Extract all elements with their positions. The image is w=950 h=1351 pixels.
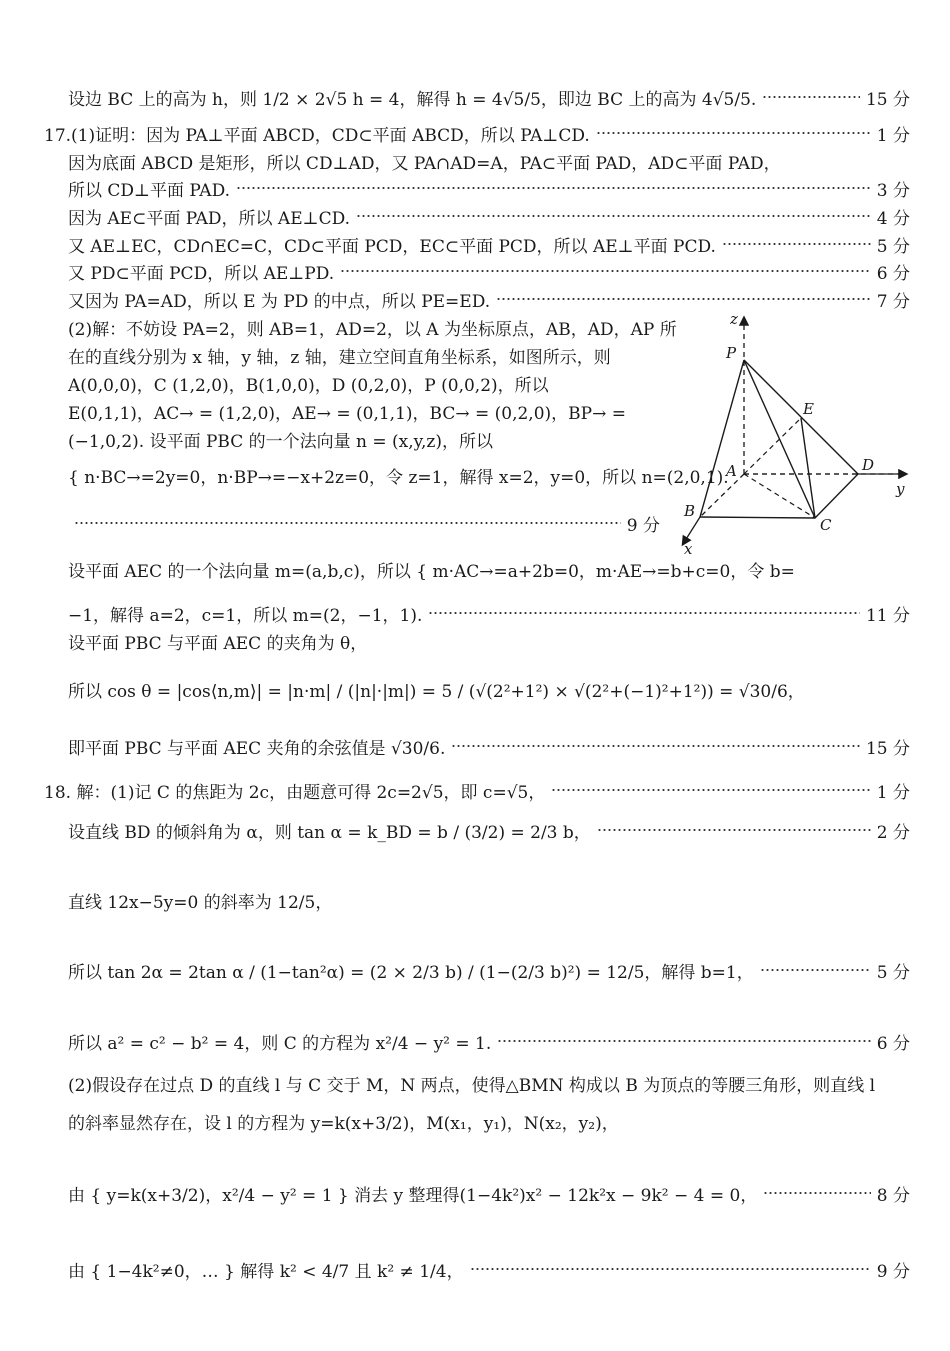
line-text: 18. 解：(1)记 C 的焦距为 2c，由题意可得 2c=2√5，即 c=√5，: [44, 782, 546, 803]
leader-dots: [760, 969, 871, 971]
label-a: A: [726, 462, 737, 480]
line-12: [68, 398, 660, 424]
score-label: 6 分: [876, 263, 910, 284]
score-label: 1 分: [876, 782, 910, 803]
leader-dots: [551, 789, 870, 791]
label-c: C: [820, 516, 832, 534]
score-label: 8 分: [876, 1185, 910, 1206]
pyramid-figure: [678, 310, 910, 556]
line-text: 设平面 PBC 与平面 AEC 的夹角为 θ，: [68, 633, 368, 654]
line-20: [68, 733, 910, 759]
label-z: z: [730, 310, 738, 328]
line-19: [68, 676, 910, 702]
leader-dots: [236, 187, 871, 189]
line-10: [68, 342, 660, 368]
leader-dots: [74, 522, 621, 524]
line-text: 在的直线分别为 x 轴，y 轴，z 轴，建立空间直角坐标系，如图所示，则: [68, 347, 611, 368]
label-d: D: [862, 456, 875, 474]
line-text: 设边 BC 上的高为 h，则 1/2 × 2√5 h = 4，解得 h = 4√5/5，即边 BC 上的高为 4√5/5.: [68, 89, 757, 110]
line-text: (−1,0,2). 设平面 PBC 的一个法向量 n = (x,y,z)，所以: [68, 431, 493, 452]
line-text: 直线 12x−5y=0 的斜率为 12/5，: [68, 892, 333, 913]
leader-dots: [451, 745, 860, 747]
score-label: 5 分: [876, 962, 910, 983]
leader-dots: [428, 612, 860, 614]
line-text: 所以 tan 2α = 2tan α / (1−tan²α) = (2 × 2/3 b) / (1−(2/3 b)²) = 12/5，解得 b=1，: [68, 962, 754, 983]
line-18: [68, 628, 910, 654]
line-24: [68, 957, 910, 983]
line-29: [68, 1256, 910, 1282]
label-y: y: [896, 480, 905, 498]
line-22: [68, 817, 910, 843]
edge-pd: [744, 360, 858, 474]
score-label: 9 分: [626, 515, 660, 536]
score-label: 15 分: [865, 89, 910, 110]
line-26: [68, 1070, 910, 1096]
line-3: [68, 148, 910, 174]
line-text: (2)假设存在过点 D 的直线 l 与 C 交于 M，N 两点，使得△BMN 构成以 B 为顶点的等腰三角形，则直线 l: [68, 1075, 876, 1096]
line-2: [44, 120, 910, 146]
base-edges: [700, 474, 858, 518]
line-text: 又 PD⊂平面 PCD，所以 AE⊥PD.: [68, 263, 335, 284]
line-text: 设平面 AEC 的一个法向量 m=(a,b,c)，所以 { m·AC→=a+2b=0，m·AE→=b+c=0，令 b=: [68, 561, 795, 582]
line-5: [68, 203, 910, 229]
label-x: x: [684, 540, 693, 558]
label-e: E: [803, 400, 814, 418]
line-17: [68, 600, 910, 626]
line-text: 所以 CD⊥平面 PAD.: [68, 180, 231, 201]
edge-pb: [700, 360, 744, 517]
score-label: 11 分: [865, 605, 910, 626]
line-25: [68, 1028, 910, 1054]
leader-dots: [340, 270, 871, 272]
leader-dots: [597, 829, 871, 831]
line-text: 又因为 PA=AD，所以 E 为 PD 的中点，所以 PE=ED.: [68, 291, 491, 312]
line-text: { n·BC→=2y=0，n·BP→=−x+2z=0，令 z=1，解得 x=2，y=0，所以 n=(2,0,1).: [68, 467, 729, 488]
label-b: B: [684, 502, 696, 520]
line-9: [68, 314, 677, 340]
line-text: 所以 cos θ = |cos⟨n,m⟩| = |n·m| / (|n|·|m|) = 5 / (√(2²+1²) × √(2²+(−1)²+1²)) = √30/6，: [68, 681, 805, 702]
line-text: 因为 AE⊂平面 PAD，所以 AE⊥CD.: [68, 208, 351, 229]
line-text: 17.(1)证明：因为 PA⊥平面 ABCD，CD⊂平面 ABCD，所以 PA⊥CD.: [44, 125, 590, 146]
leader-dots: [470, 1268, 871, 1270]
line-text: E(0,1,1)，AC→ = (1,2,0)，AE→ = (0,1,1)，BC→ = (0,2,0)，BP→ =: [68, 403, 626, 424]
score-label: 1 分: [876, 125, 910, 146]
leader-dots: [596, 132, 871, 134]
line-4: [68, 175, 910, 201]
score-label: 7 分: [876, 291, 910, 312]
score-label: 15 分: [865, 738, 910, 759]
score-label: 5 分: [876, 236, 910, 257]
line-text: 所以 a² = c² − b² = 4，则 C 的方程为 x²/4 − y² = 1.: [68, 1033, 492, 1054]
line-13: [68, 426, 660, 452]
line-1: [68, 84, 910, 110]
line-23: [68, 887, 910, 913]
leader-dots: [763, 1192, 870, 1194]
line-16: [68, 556, 795, 582]
line-text: 又 AE⊥EC，CD∩EC=C，CD⊂平面 PCD，EC⊂平面 PCD，所以 AE⊥平面 PCD.: [68, 236, 716, 257]
line-15: [68, 510, 660, 536]
line-text: 由 { y=k(x+3/2)，x²/4 − y² = 1 } 消去 y 整理得(1−4k²)x² − 12k²x − 9k² − 4 = 0，: [68, 1185, 758, 1206]
score-label: 2 分: [876, 822, 910, 843]
line-14: [68, 462, 729, 488]
line-text: 由 { 1−4k²≠0，… } 解得 k² < 4/7 且 k² ≠ 1/4，: [68, 1261, 464, 1282]
line-6: [68, 231, 910, 257]
leader-dots: [722, 243, 871, 245]
leader-dots: [356, 215, 871, 217]
leader-dots: [496, 298, 871, 300]
line-text: 即平面 PBC 与平面 AEC 夹角的余弦值是 √30/6.: [68, 738, 446, 759]
score-label: 3 分: [876, 180, 910, 201]
line-text: 设直线 BD 的倾斜角为 α，则 tan α = k_BD = b / (3/2) = 2/3 b，: [68, 822, 591, 843]
line-27: [68, 1108, 910, 1134]
line-11: [68, 370, 660, 396]
line-text: −1，解得 a=2，c=1，所以 m=(2，−1，1).: [68, 605, 423, 626]
leader-dots: [762, 96, 860, 98]
line-text: A(0,0,0)，C (1,2,0)，B(1,0,0)，D (0,2,0)，P (0,0,2)，所以: [68, 375, 549, 396]
leader-dots: [497, 1040, 871, 1042]
score-label: 6 分: [876, 1033, 910, 1054]
label-p: P: [726, 344, 737, 362]
line-text: 因为底面 ABCD 是矩形，所以 CD⊥AD，又 PA∩AD=A，PA⊂平面 PAD，AD⊂平面 PAD，: [68, 153, 781, 174]
score-label: 9 分: [876, 1261, 910, 1282]
line-7: [68, 258, 910, 284]
line-8: [68, 286, 910, 312]
line-text: 的斜率显然存在，设 l 的方程为 y=k(x+3/2)，M(x₁，y₁)，N(x₂，y₂)，: [68, 1113, 619, 1134]
score-label: 4 分: [876, 208, 910, 229]
line-text: (2)解：不妨设 PA=2，则 AB=1，AD=2，以 A 为坐标原点，AB，AD，AP 所: [68, 319, 677, 340]
line-28: [68, 1180, 910, 1206]
edge-ae: [744, 418, 801, 474]
line-21: [44, 777, 910, 803]
